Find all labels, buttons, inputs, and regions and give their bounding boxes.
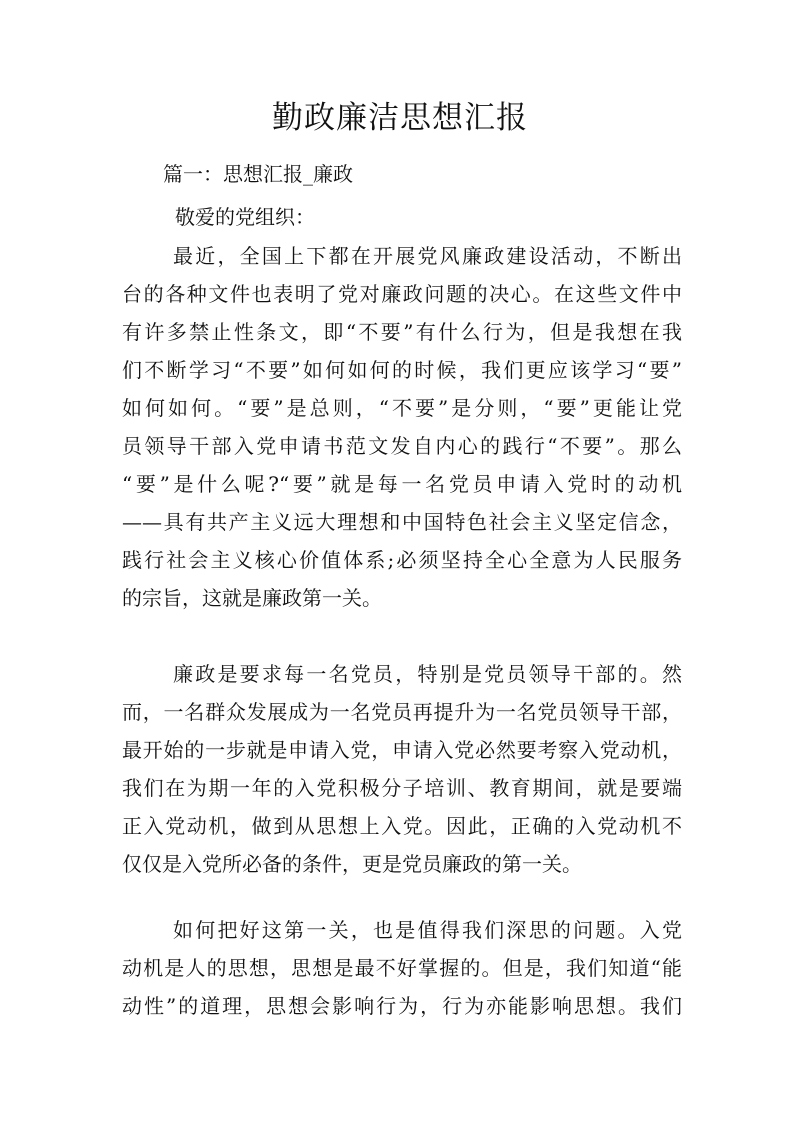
section-heading: 篇一：思想汇报_廉政: [163, 162, 353, 186]
paragraph-1: [122, 237, 682, 617]
paragraph-line: 动性”的道理，思想会影响行为，行为亦能影响思想。我们: [122, 994, 682, 1018]
paragraph-3: [122, 911, 682, 1025]
paragraph-line: 我们在为期一年的入党积极分子培训、教育期间，就是要端: [122, 776, 682, 800]
paragraph-2: [122, 655, 682, 883]
paragraph-line: 台的各种文件也表明了党对廉政问题的决心。在这些文件中: [122, 282, 682, 306]
paragraph-line: 如何把好这第一关，也是值得我们深思的问题。入党: [173, 918, 682, 942]
paragraph-line: 动机是人的思想，思想是最不好掌握的。但是，我们知道“能: [122, 956, 682, 980]
paragraph-line: 而，一名群众发展成为一名党员再提升为一名党员领导干部，: [122, 700, 682, 724]
paragraph-line: 仅仅是入党所必备的条件，更是党员廉政的第一关。: [122, 852, 582, 876]
paragraph-line: 廉政是要求每一名党员，特别是党员领导干部的。然: [173, 662, 682, 686]
paragraph-line: ——具有共产主义远大理想和中国特色社会主义坚定信念，: [122, 510, 682, 534]
paragraph-line: 有许多禁止性条文，即“不要”有什么行为，但是我想在我: [122, 320, 682, 344]
paragraph-line: 最开始的一步就是申请入党，申请入党必然要考察入党动机，: [122, 738, 682, 762]
paragraph-line: 最近，全国上下都在开展党风廉政建设活动，不断出: [173, 244, 682, 268]
paragraph-line: 如何如何。“要”是总则，“不要”是分则，“要”更能让党: [122, 396, 682, 420]
paragraph-line: 们不断学习“不要”如何如何的时候，我们更应该学习“要”: [122, 358, 682, 382]
paragraph-line: 践行社会主义核心价值体系;必须坚持全心全意为人民服务: [122, 548, 682, 572]
paragraph-line: 的宗旨，这就是廉政第一关。: [122, 586, 382, 610]
document-title: 勤政廉洁思想汇报: [272, 100, 528, 136]
paragraph-line: 员领导干部入党申请书范文发自内心的践行“不要”。那么: [122, 434, 682, 458]
salutation: 敬爱的党组织：: [175, 205, 315, 229]
paragraph-line: “要”是什么呢?“要”就是每一名党员申请入党时的动机: [122, 472, 682, 496]
paragraph-line: 正入党动机，做到从思想上入党。因此，正确的入党动机不: [122, 814, 682, 838]
